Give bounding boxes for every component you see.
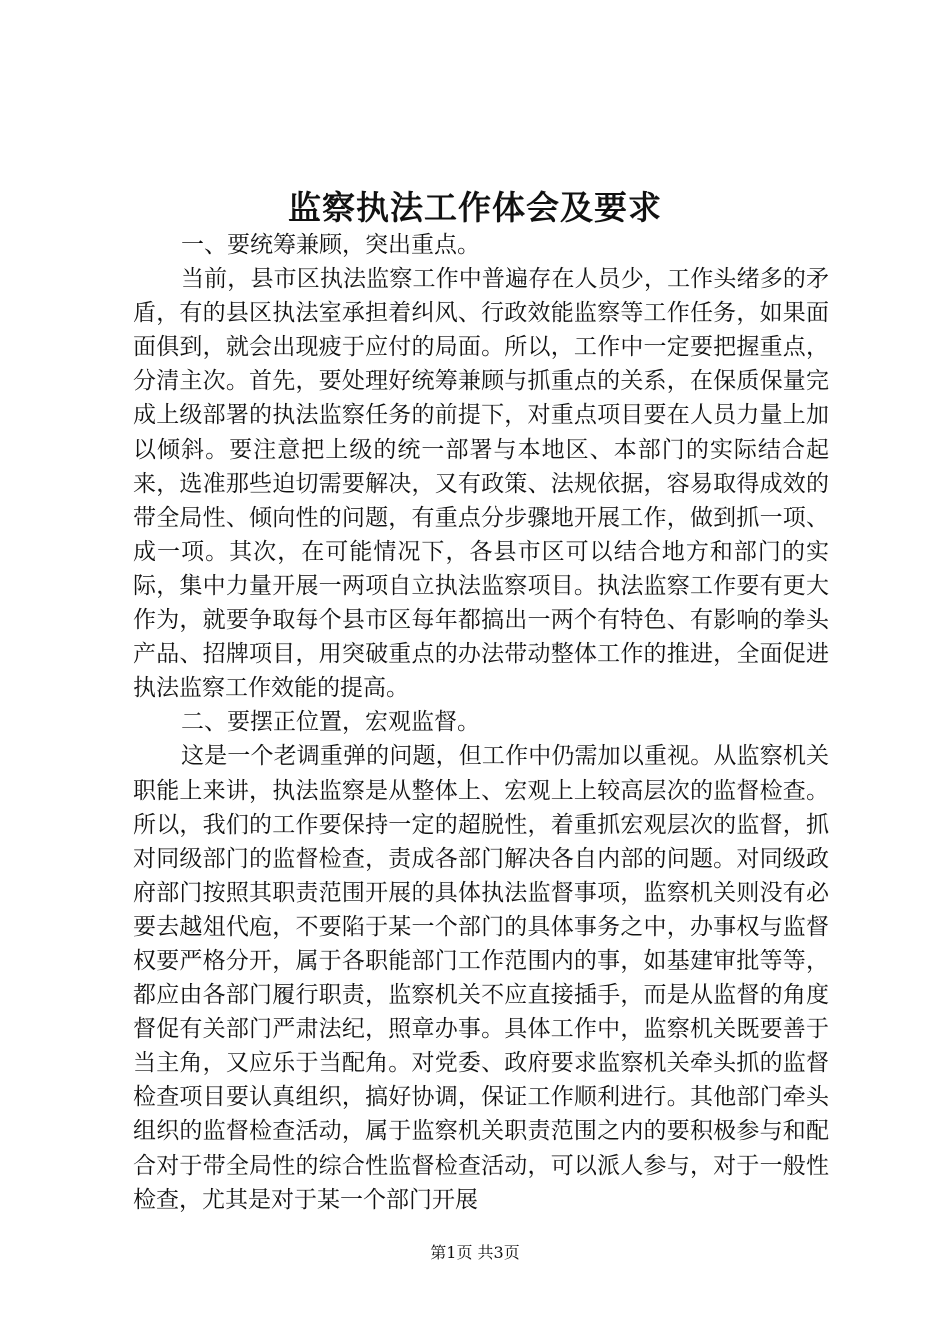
document-body bbox=[133, 228, 829, 1217]
section-paragraph-2: 这是一个老调重弹的问题，但工作中仍需加以重视。从监察机关职能上来讲，执法监察是从整体上、宏观上上较高层次的监督检查。所以，我们的工作要保持一定的超脱性，着重抓宏观层次的监督，抓对同级部门的监督检查，责成各部门解决各自内部的问题。对同级政府部门按照其职责范围开展的具体执法监督事项，监察机关则没有必要去越俎代庖，不要陷于某一个部门的具体事务之中，办事权与监督权要严格分开，属于各职能部门工作范围内的事，如基建审批等等，都应由各部门履行职责，监察机关不应直接插手，而是从监督的角度督促有关部门严肃法纪，照章办事。具体工作中，监察机关既要善于当主角，又应乐于当配角。对党委、政府要求监察机关牵头抓的监督检查项目要认真组织，搞好协调，保证工作顺利进行。其他部门牵头组织的监督检查活动，属于监察机关职责范围之内的要积极参与和配合对于带全局性的综合性监督检查活动，可以派人参与，对于一般性检查，尤其是对于某一个部门开展 bbox=[133, 743, 829, 1213]
section-heading-1: 一、要统筹兼顾，突出重点。 bbox=[181, 232, 480, 258]
page-number-footer: 第1页 共3页 bbox=[430, 1243, 520, 1262]
document-title: 监察执法工作体会及要求 bbox=[288, 188, 662, 227]
section-heading-2: 二、要摆正位置，宏观监督。 bbox=[181, 709, 480, 736]
section-paragraph-1: 当前，县市区执法监察工作中普遍存在人员少，工作头绪多的矛盾，有的县区执法室承担着纠风、行政效能监察等工作任务，如果面面俱到，就会出现疲于应付的局面。所以，工作中一定要把握重点，分清主次。首先，要处理好统筹兼顾与抓重点的关系，在保质保量完成上级部署的执法监察任务的前提下，对重点项目要在人员力量上加以倾斜。要注意把上级的统一部署与本地区、本部门的实际结合起来，选准那些迫切需要解决，又有政策、法规依据，容易取得成效的带全局性、倾向性的问题，有重点分步骤地开展工作，做到抓一项、成一项。其次，在可能情况下，各县市区可以结合地方和部门的实际，集中力量开展一两项自立执法监察项目。执法监察工作要有更大作为，就要争取每个县市区每年都搞出一两个有特色、有影响的拳头产品、招牌项目，用突破重点的办法带动整体工作的推进，全面促进执法监察工作效能的提高。 bbox=[133, 266, 829, 702]
